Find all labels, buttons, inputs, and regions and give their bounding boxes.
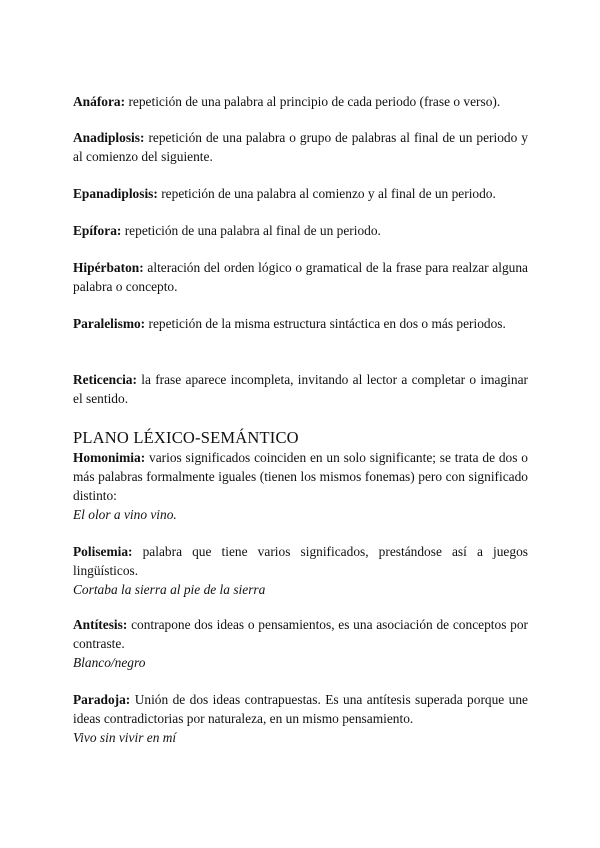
term: Polisemia: <box>73 544 133 559</box>
example: Vivo sin vivir en mí <box>73 730 177 745</box>
entry-antitesis <box>73 615 528 672</box>
entry-anadiplosis <box>73 128 528 166</box>
entry-reticencia <box>73 370 528 408</box>
entry-polisemia <box>73 542 528 599</box>
term: Paralelismo: <box>73 316 146 331</box>
entry-paralelismo <box>73 314 528 333</box>
definition: varios significados coinciden en un solo significante; se trata de dos o más palabras formalmente iguales (tienen los mismos fonemas) pero con significado distinto: <box>73 450 528 503</box>
entry-hiperbaton <box>73 258 528 296</box>
entry-epanadiplosis <box>73 184 528 203</box>
term: Epífora: <box>73 223 122 238</box>
section-heading: PLANO LÉXICO-SEMÁNTICO <box>73 428 299 447</box>
definition: repetición de una palabra o grupo de palabras al final de un periodo y al comienzo del siguiente. <box>73 130 528 164</box>
entry-anafora <box>73 92 528 111</box>
definition: repetición de una palabra al final de un periodo. <box>124 223 381 238</box>
example: El olor a vino vino. <box>73 507 177 522</box>
term: Reticencia: <box>73 372 137 387</box>
definition: repetición de una palabra al principio de cada periodo (frase o verso). <box>128 94 501 109</box>
example: Blanco/negro <box>73 655 146 670</box>
definition: repetición de la misma estructura sintáctica en dos o más periodos. <box>148 316 506 331</box>
definition: repetición de una palabra al comienzo y al final de un periodo. <box>161 186 496 201</box>
entry-epifora <box>73 221 528 240</box>
term: Epanadiplosis: <box>73 186 158 201</box>
definition: la frase aparece incompleta, invitando al lector a completar o imaginar el sentido. <box>73 372 528 406</box>
term: Anáfora: <box>73 94 126 109</box>
term: Paradoja: <box>73 692 131 707</box>
entry-homonimia <box>73 448 528 524</box>
example: Cortaba la sierra al pie de la sierra <box>73 582 266 597</box>
definition: contrapone dos ideas o pensamientos, es una asociación de conceptos por contraste. <box>73 617 528 651</box>
term: Antítesis: <box>73 617 128 632</box>
definition: Unión de dos ideas contrapuestas. Es una antítesis superada porque une ideas contradictorias por naturaleza, en un mismo pensamiento. <box>73 692 528 726</box>
term: Hipérbaton: <box>73 260 144 275</box>
definition: palabra que tiene varios significados, prestándose así a juegos lingüísticos. <box>73 544 528 578</box>
term: Anadiplosis: <box>73 130 145 145</box>
term: Homonimia: <box>73 450 146 465</box>
definition: alteración del orden lógico o gramatical de la frase para realzar alguna palabra o concepto. <box>73 260 528 294</box>
entry-paradoja <box>73 690 528 747</box>
